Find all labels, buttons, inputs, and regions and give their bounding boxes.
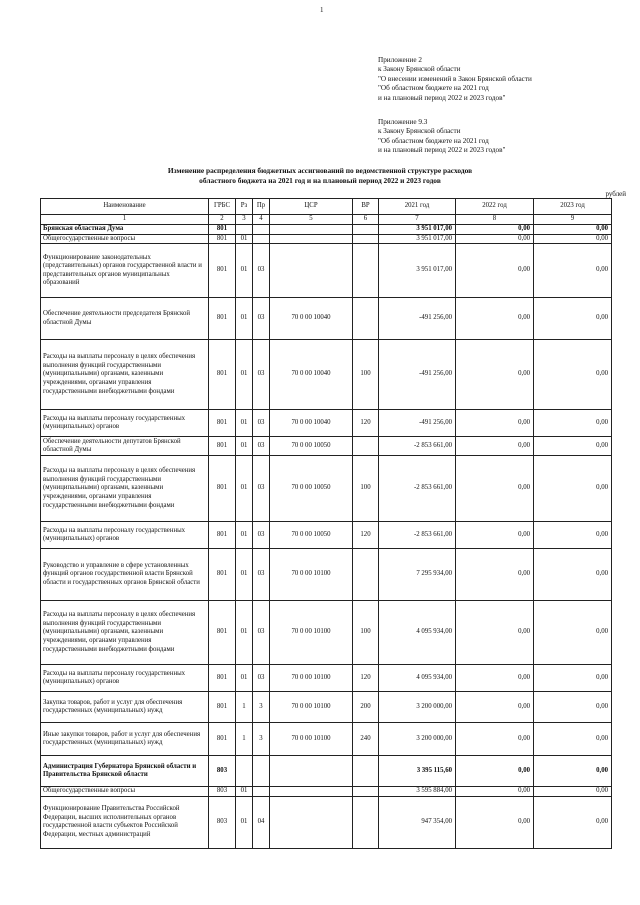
column-number: 5	[270, 215, 353, 225]
row-2023-cell: 0,00	[534, 456, 612, 522]
row-2023-cell: 0,00	[534, 756, 612, 787]
row-csr-cell: 70 0 00 10050	[270, 437, 353, 456]
appendix-9-3-line: "Об областном бюджете на 2021 год	[378, 136, 489, 145]
units-label: рублей	[605, 190, 626, 198]
row-csr-cell: 70 0 00 10100	[270, 549, 353, 601]
table-row	[41, 665, 612, 692]
row-2023-cell: 0,00	[534, 549, 612, 601]
budget-table	[40, 198, 612, 849]
row-2021-cell: 3 200 000,00	[379, 692, 456, 723]
column-number: 7	[379, 215, 456, 225]
row-rz-cell: 01	[236, 522, 253, 549]
appendix-2-header	[378, 56, 633, 103]
row-vr-cell	[353, 437, 379, 456]
row-pr-cell	[253, 787, 270, 797]
row-name-cell: Закупка товаров, работ и услуг для обеспечения государственных (муниципальных) нужд	[41, 692, 209, 723]
row-2022-cell: 0,00	[456, 298, 534, 340]
row-vr-cell	[353, 234, 379, 244]
document-title	[0, 166, 640, 185]
column-number: 4	[253, 215, 270, 225]
row-name-cell: Общегосударственные вопросы	[41, 234, 209, 244]
row-2021-cell: 3 395 115,60	[379, 756, 456, 787]
column-number: 9	[534, 215, 612, 225]
row-grbs-cell: 801	[209, 665, 236, 692]
column-number: 2	[209, 215, 236, 225]
row-pr-cell	[253, 756, 270, 787]
table-row	[41, 601, 612, 665]
row-grbs-cell: 801	[209, 601, 236, 665]
row-rz-cell: 01	[236, 796, 253, 848]
table-row	[41, 522, 612, 549]
row-2022-cell: 0,00	[456, 522, 534, 549]
header-2023: 2023 год	[534, 199, 612, 215]
row-rz-cell: 01	[236, 298, 253, 340]
table-row	[41, 244, 612, 298]
appendix-2-line: "Об областном бюджете на 2021 год	[378, 84, 489, 93]
row-rz-cell: 01	[236, 549, 253, 601]
row-csr-cell	[270, 787, 353, 797]
row-2022-cell: 0,00	[456, 601, 534, 665]
row-vr-cell: 100	[353, 340, 379, 410]
row-2023-cell: 0,00	[534, 244, 612, 298]
title-line-2: областного бюджета на 2021 год и на плановый период 2022 и 2023 годов	[199, 175, 441, 185]
row-pr-cell: 03	[253, 456, 270, 522]
row-rz-cell: 01	[236, 601, 253, 665]
table-row	[41, 787, 612, 797]
row-rz-cell: 01	[236, 234, 253, 244]
row-2022-cell: 0,00	[456, 410, 534, 437]
row-2022-cell: 0,00	[456, 340, 534, 410]
column-number-row	[41, 215, 612, 225]
row-2022-cell: 0,00	[456, 234, 534, 244]
appendix-9-3-header	[378, 118, 633, 156]
row-vr-cell	[353, 244, 379, 298]
row-vr-cell	[353, 796, 379, 848]
row-pr-cell	[253, 225, 270, 235]
appendix-2-line: "О внесении изменений в Закон Брянской области	[378, 74, 532, 83]
row-rz-cell: 01	[236, 787, 253, 797]
row-2023-cell: 0,00	[534, 665, 612, 692]
row-name-cell: Расходы на выплаты персоналу в целях обеспечения выполнения функций государственными (муниципальными) органами, казенными учреждениями, органами управления государственными внебюджетными фондами	[41, 456, 209, 522]
row-name-cell: Общегосударственные вопросы	[41, 787, 209, 797]
row-name-cell: Расходы на выплаты персоналу в целях обеспечения выполнения функций государственными (муниципальными) органами, казенными учреждениями, органами управления государственными внебюджетными фондами	[41, 601, 209, 665]
row-pr-cell: 03	[253, 665, 270, 692]
row-2022-cell: 0,00	[456, 692, 534, 723]
row-vr-cell: 100	[353, 601, 379, 665]
table-row	[41, 723, 612, 756]
row-vr-cell: 120	[353, 665, 379, 692]
row-pr-cell: 03	[253, 298, 270, 340]
row-name-cell: Функционирование законодательных (представительных) органов государственной власти и представительных органов муниципальных образований	[41, 244, 209, 298]
row-2023-cell: 0,00	[534, 723, 612, 756]
row-csr-cell: 70 0 00 10100	[270, 692, 353, 723]
row-2023-cell: 0,00	[534, 692, 612, 723]
row-rz-cell: 1	[236, 723, 253, 756]
row-grbs-cell: 803	[209, 756, 236, 787]
row-grbs-cell: 801	[209, 437, 236, 456]
row-csr-cell: 70 0 00 10100	[270, 601, 353, 665]
row-2021-cell: 7 295 934,00	[379, 549, 456, 601]
row-name-cell: Расходы на выплаты персоналу государственных (муниципальных) органов	[41, 665, 209, 692]
row-vr-cell	[353, 787, 379, 797]
row-2023-cell: 0,00	[534, 225, 612, 235]
row-rz-cell	[236, 225, 253, 235]
row-2021-cell: 3 595 884,00	[379, 787, 456, 797]
row-name-cell: Обеспечение деятельности председателя Брянской областной Думы	[41, 298, 209, 340]
row-2023-cell: 0,00	[534, 796, 612, 848]
row-grbs-cell: 803	[209, 796, 236, 848]
row-grbs-cell: 801	[209, 549, 236, 601]
header-pr: Пр	[253, 199, 270, 215]
table-row	[41, 756, 612, 787]
row-2022-cell: 0,00	[456, 225, 534, 235]
row-2021-cell: 3 951 017,00	[379, 244, 456, 298]
row-csr-cell	[270, 756, 353, 787]
row-2023-cell: 0,00	[534, 787, 612, 797]
row-2021-cell: -2 853 661,00	[379, 437, 456, 456]
row-vr-cell	[353, 756, 379, 787]
row-pr-cell: 03	[253, 549, 270, 601]
row-rz-cell: 1	[236, 692, 253, 723]
row-grbs-cell: 801	[209, 692, 236, 723]
column-number: 3	[236, 215, 253, 225]
appendix-9-3-line: Приложение 9.3	[378, 118, 428, 126]
table-row	[41, 692, 612, 723]
table-row	[41, 340, 612, 410]
row-grbs-cell: 801	[209, 234, 236, 244]
row-csr-cell: 70 0 00 10040	[270, 340, 353, 410]
column-number: 8	[456, 215, 534, 225]
row-rz-cell: 01	[236, 340, 253, 410]
row-pr-cell: 03	[253, 410, 270, 437]
row-grbs-cell: 803	[209, 787, 236, 797]
appendix-9-3-line: к Закону Брянской области	[378, 127, 461, 136]
row-name-cell: Обеспечение деятельности депутатов Брянской областной Думы	[41, 437, 209, 456]
row-2023-cell: 0,00	[534, 601, 612, 665]
row-name-cell: Расходы на выплаты персоналу в целях обеспечения выполнения функций государственными (муниципальными) органами, казенными учреждениями, органами управления государственными внебюджетными фондами	[41, 340, 209, 410]
row-2022-cell: 0,00	[456, 244, 534, 298]
header-2021: 2021 год	[379, 199, 456, 215]
row-2021-cell: 3 951 017,00	[379, 225, 456, 235]
row-2022-cell: 0,00	[456, 549, 534, 601]
row-csr-cell	[270, 225, 353, 235]
row-2022-cell: 0,00	[456, 437, 534, 456]
row-name-cell: Функционирование Правительства Российской Федерации, высших исполнительных органов государственной власти субъектов Российской Федерации, местных администраций	[41, 796, 209, 848]
column-number: 1	[41, 215, 209, 225]
row-csr-cell	[270, 796, 353, 848]
row-2021-cell: -491 256,00	[379, 410, 456, 437]
row-2023-cell: 0,00	[534, 234, 612, 244]
row-vr-cell: 120	[353, 522, 379, 549]
appendix-2-line: и на плановый период 2022 и 2023 годов"	[378, 93, 506, 102]
row-2021-cell: 3 200 000,00	[379, 723, 456, 756]
title-line-1: Изменение распределения бюджетных ассигнований по ведомственной структуре расходов	[167, 166, 473, 175]
table-row	[41, 298, 612, 340]
table-row	[41, 410, 612, 437]
row-2022-cell: 0,00	[456, 787, 534, 797]
row-vr-cell	[353, 298, 379, 340]
row-csr-cell: 70 0 00 10050	[270, 522, 353, 549]
row-grbs-cell: 801	[209, 244, 236, 298]
row-2023-cell: 0,00	[534, 437, 612, 456]
row-name-cell: Расходы на выплаты персоналу государственных (муниципальных) органов	[41, 522, 209, 549]
row-pr-cell: 03	[253, 522, 270, 549]
row-vr-cell: 120	[353, 410, 379, 437]
row-name-cell: Расходы на выплаты персоналу государственных (муниципальных) органов	[41, 410, 209, 437]
row-name-cell: Брянская областная Дума	[41, 225, 209, 235]
row-pr-cell	[253, 234, 270, 244]
row-pr-cell: 3	[253, 723, 270, 756]
row-rz-cell: 01	[236, 437, 253, 456]
row-grbs-cell: 801	[209, 410, 236, 437]
row-2021-cell: 947 354,00	[379, 796, 456, 848]
row-2022-cell: 0,00	[456, 665, 534, 692]
row-grbs-cell: 801	[209, 340, 236, 410]
row-grbs-cell: 801	[209, 522, 236, 549]
row-vr-cell: 240	[353, 723, 379, 756]
row-rz-cell: 01	[236, 456, 253, 522]
row-grbs-cell: 801	[209, 723, 236, 756]
row-rz-cell: 01	[236, 244, 253, 298]
row-2021-cell: -2 853 661,00	[379, 456, 456, 522]
header-vr: ВР	[353, 199, 379, 215]
row-csr-cell	[270, 234, 353, 244]
header-rz: Рз	[236, 199, 253, 215]
row-name-cell: Иные закупки товаров, работ и услуг для обеспечения государственных (муниципальных) нужд	[41, 723, 209, 756]
table-row	[41, 225, 612, 235]
table-row	[41, 234, 612, 244]
row-vr-cell: 200	[353, 692, 379, 723]
appendix-9-3-line: и на плановый период 2022 и 2023 годов"	[378, 146, 506, 155]
table-row	[41, 456, 612, 522]
row-csr-cell: 70 0 00 10040	[270, 410, 353, 437]
row-name-cell: Руководство и управление в сфере установленных функций органов государственной власти Брянской области и государственных органов Брянской области	[41, 549, 209, 601]
row-csr-cell: 70 0 00 10100	[270, 723, 353, 756]
table-row	[41, 437, 612, 456]
appendix-2-line: Приложение 2	[378, 56, 422, 64]
row-2023-cell: 0,00	[534, 522, 612, 549]
row-csr-cell	[270, 244, 353, 298]
row-2021-cell: 4 095 934,00	[379, 665, 456, 692]
row-pr-cell: 04	[253, 796, 270, 848]
row-2023-cell: 0,00	[534, 298, 612, 340]
row-2021-cell: 4 095 934,00	[379, 601, 456, 665]
header-row	[41, 199, 612, 215]
row-pr-cell: 3	[253, 692, 270, 723]
row-2021-cell: -491 256,00	[379, 340, 456, 410]
table-row	[41, 796, 612, 848]
header-2022: 2022 год	[456, 199, 534, 215]
column-number: 6	[353, 215, 379, 225]
row-pr-cell: 03	[253, 437, 270, 456]
row-2023-cell: 0,00	[534, 340, 612, 410]
row-csr-cell: 70 0 00 10100	[270, 665, 353, 692]
row-2022-cell: 0,00	[456, 456, 534, 522]
row-rz-cell: 01	[236, 665, 253, 692]
row-2021-cell: 3 951 017,00	[379, 234, 456, 244]
row-pr-cell: 03	[253, 601, 270, 665]
row-rz-cell	[236, 756, 253, 787]
row-grbs-cell: 801	[209, 456, 236, 522]
row-2023-cell: 0,00	[534, 410, 612, 437]
row-vr-cell	[353, 549, 379, 601]
table-row	[41, 549, 612, 601]
header-grbs: ГРБС	[209, 199, 236, 215]
row-2022-cell: 0,00	[456, 723, 534, 756]
row-csr-cell: 70 0 00 10050	[270, 456, 353, 522]
row-pr-cell: 03	[253, 244, 270, 298]
row-2022-cell: 0,00	[456, 796, 534, 848]
row-csr-cell: 70 0 00 10040	[270, 298, 353, 340]
row-vr-cell	[353, 225, 379, 235]
row-name-cell: Администрация Губернатора Брянской области и Правительства Брянской области	[41, 756, 209, 787]
row-2021-cell: -491 256,00	[379, 298, 456, 340]
header-csr: ЦСР	[270, 199, 353, 215]
page-number: 1	[320, 6, 324, 14]
row-2021-cell: -2 853 661,00	[379, 522, 456, 549]
header-name: Наименование	[41, 199, 209, 215]
appendix-2-line: к Закону Брянской области	[378, 65, 461, 74]
row-grbs-cell: 801	[209, 225, 236, 235]
row-rz-cell: 01	[236, 410, 253, 437]
row-vr-cell: 100	[353, 456, 379, 522]
row-pr-cell: 03	[253, 340, 270, 410]
row-grbs-cell: 801	[209, 298, 236, 340]
row-2022-cell: 0,00	[456, 756, 534, 787]
